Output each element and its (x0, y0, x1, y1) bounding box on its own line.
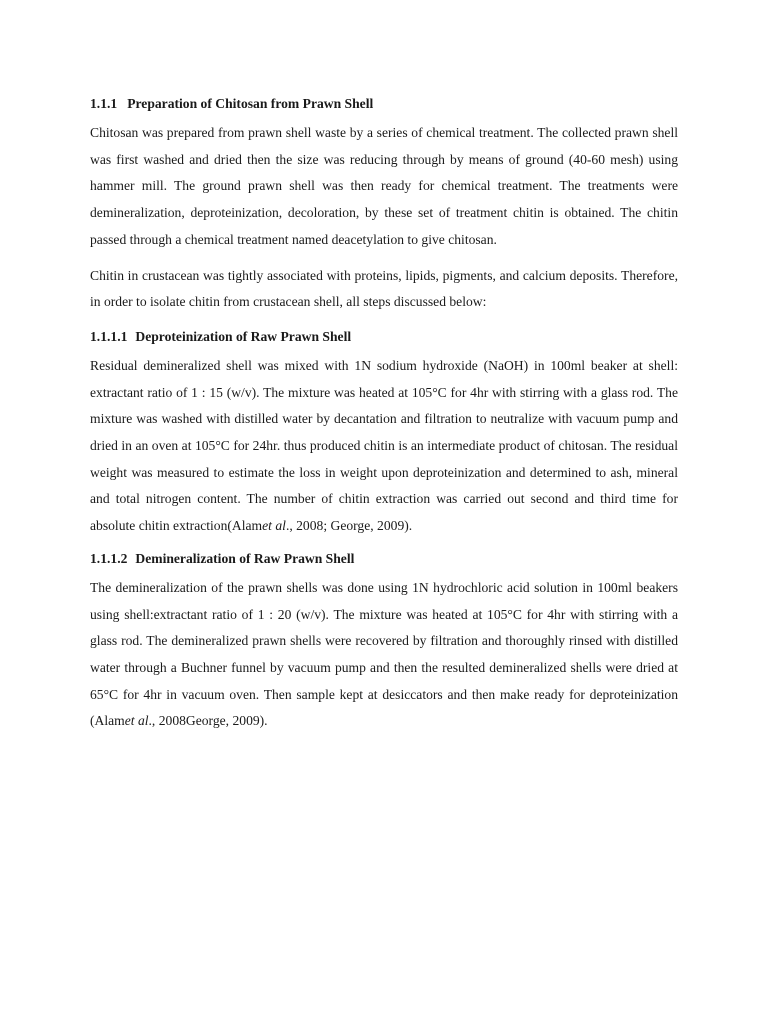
citation-italic: et al (124, 713, 149, 729)
citation-italic: et al (262, 518, 286, 534)
section-number: 1.1.1.2 (90, 550, 128, 566)
body-text: The demineralization of the prawn shells was done using 1N hydrochloric acid solution in 100ml beakers using shell:extractant ratio of 1 : 20 (w/v). The mixture was heated at 105°C for 4hr with stirring with a glass rod. The demineralized prawn shells were recovered by filtration and thoroughly rinsed with distilled water through a Buchner funnel by vacuum pump and then the resulted demineralized shells were dried at 65°C for 4hr in vacuum oven. Then sample kept at desiccators and then make ready for deproteinization (Alam (90, 579, 678, 729)
body-text: Residual demineralized shell was mixed with 1N sodium hydroxide (NaOH) in 100ml beaker at shell: extractant ratio of 1 : 15 (w/v). The mixture was heated at 105°C for 4hr with stirring with a glass rod. The mixture was washed with distilled water by decantation and filtration to neutralize with vacuum pump and dried in an oven at 105°C for 24hr. thus produced chitin is an intermediate product of chitosan. The residual weight was measured to estimate the loss in weight upon deproteinization and determined to ash, mineral and total nitrogen content. The number of chitin extraction was carried out second and third time for absolute chitin extraction(Alam (90, 357, 678, 534)
citation-tail: ., 2008George, 2009). (148, 713, 268, 729)
paragraph-chitin-isolation: Chitin in crustacean was tightly associated with proteins, lipids, pigments, and calcium deposits. Therefore, in order to isolate chitin from crustacean shell, all steps discussed below: (90, 267, 678, 310)
section-heading-1-1-1-1 (90, 327, 678, 347)
citation-tail: ., 2008; George, 2009). (285, 518, 413, 534)
paragraph-chitosan-preparation: Chitosan was prepared from prawn shell waste by a series of chemical treatment. The collected prawn shell was first washed and dried then the size was reducing through by means of ground (40-60 mesh) using hammer mill. The ground prawn shell was then ready for chemical treatment. The treatments were demineralization, deproteinization, decoloration, by these set of treatment chitin is obtained. The chitin passed through a chemical treatment named deacetylation to give chitosan. (90, 125, 678, 247)
section-title: Demineralization of Raw Prawn Shell (135, 550, 355, 566)
document-page (90, 94, 678, 735)
paragraph-demineralization (90, 575, 678, 735)
section-title: Deproteinization of Raw Prawn Shell (135, 328, 352, 344)
section-number: 1.1.1 (90, 96, 118, 111)
section-number: 1.1.1.1 (90, 328, 128, 344)
section-heading-1-1-1-2 (90, 549, 678, 569)
section-title: Preparation of Chitosan from Prawn Shell (127, 96, 374, 111)
paragraph-deproteinization (90, 353, 678, 540)
section-heading-1-1-1 (90, 94, 678, 114)
